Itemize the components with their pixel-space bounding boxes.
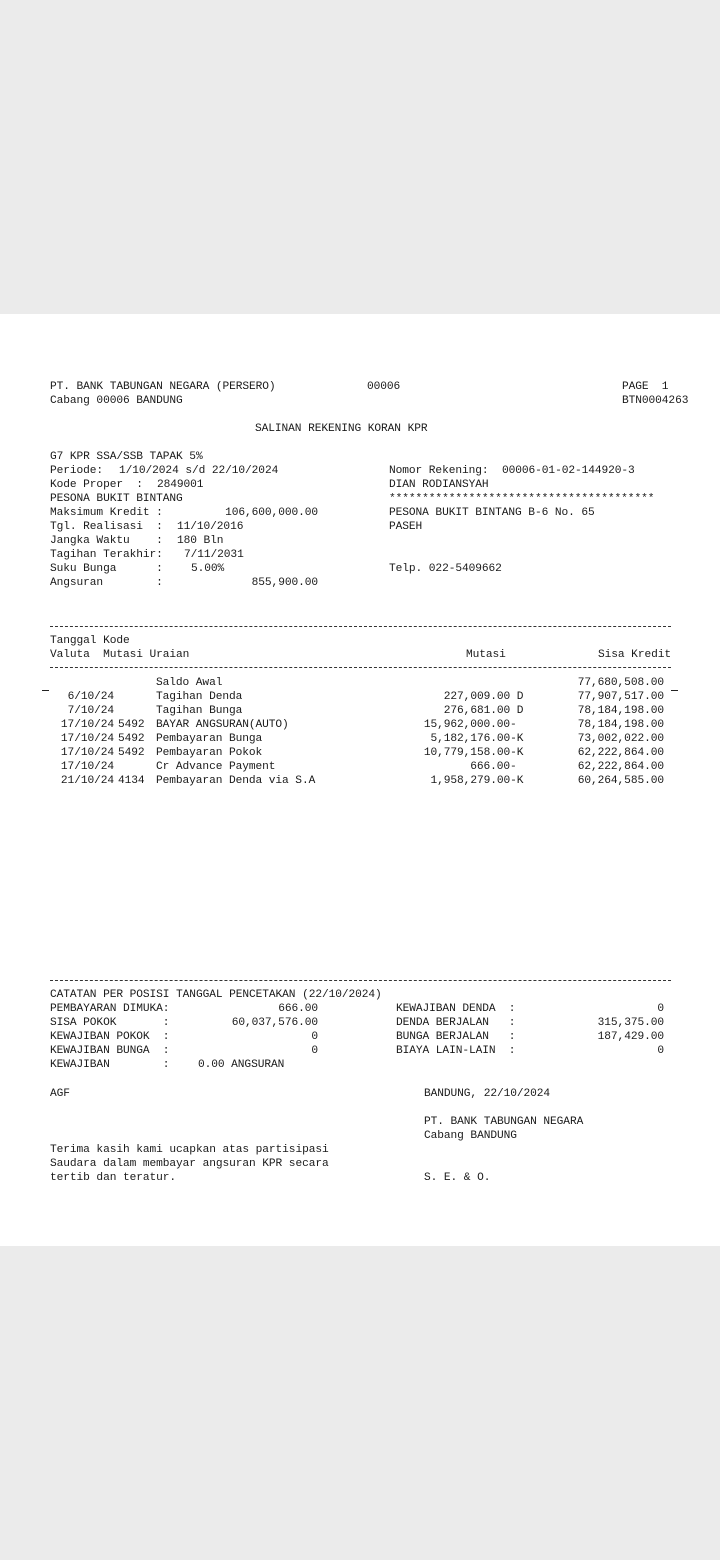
maks-kredit-value: 106,600,000.00	[225, 507, 318, 519]
periode-label: Periode:	[50, 465, 104, 477]
row-mutasi: 666.00-	[470, 761, 517, 773]
row-description: Saldo Awal	[156, 677, 223, 689]
tagihan-terakhir-label: Tagihan Terakhir:	[50, 549, 163, 561]
summary-value: 60,037,576.00	[231, 1017, 318, 1029]
row-sisa-kredit: 78,184,198.00	[577, 719, 664, 731]
angsuran-value: 855,900.00	[251, 577, 318, 589]
summary-value: 666.00	[278, 1003, 318, 1015]
row-sisa-kredit: 73,002,022.00	[577, 733, 664, 745]
row-sisa-kredit: 77,907,517.00	[577, 691, 664, 703]
nomor-rekening-value: 00006-01-02-144920-3	[502, 465, 635, 477]
periode-value: 1/10/2024 s/d 22/10/2024	[119, 465, 279, 477]
thanks-line-3: tertib dan teratur.	[50, 1172, 177, 1184]
row-date: 17/10/24	[60, 719, 114, 731]
summary-label: DENDA BERJALAN :	[396, 1017, 516, 1029]
tgl-realisasi-label: Tgl. Realisasi :	[50, 521, 163, 533]
place-date: BANDUNG, 22/10/2024	[424, 1088, 551, 1100]
row-code: 5492	[118, 733, 145, 745]
row-description: Pembayaran Denda via S.A	[156, 775, 316, 787]
seo-note: S. E. & O.	[424, 1172, 491, 1184]
address-line-1: PESONA BUKIT BINTANG B-6 No. 65	[389, 507, 595, 519]
row-code: 5492	[118, 747, 145, 759]
divider-header	[50, 667, 671, 668]
margin-mark-right	[671, 690, 678, 691]
summary-label: KEWAJIBAN DENDA :	[396, 1003, 516, 1015]
row-sisa-kredit: 62,222,864.00	[577, 761, 664, 773]
footer-branch: Cabang BANDUNG	[424, 1130, 517, 1142]
branch-code: 00006	[367, 381, 401, 393]
thanks-line-2: Saudara dalam membayar angsuran KPR secara	[50, 1158, 329, 1170]
row-description: Tagihan Denda	[156, 691, 243, 703]
row-date: 7/10/24	[67, 705, 114, 717]
kewajiban-value: 0.00 ANGSURAN	[198, 1059, 285, 1071]
footer-bank-name: PT. BANK TABUNGAN NEGARA	[424, 1116, 584, 1128]
masked-line: ****************************************	[389, 493, 655, 505]
row-date: 17/10/24	[60, 733, 114, 745]
branch-name: Cabang 00006 BANDUNG	[50, 395, 183, 407]
row-date: 6/10/24	[67, 691, 114, 703]
kode-proper-value: 2849001	[157, 479, 204, 491]
row-sisa-kredit: 78,184,198.00	[577, 705, 664, 717]
summary-value: 315,375.00	[597, 1017, 664, 1029]
row-mutasi: 15,962,000.00-	[423, 719, 517, 731]
maks-kredit-label: Maksimum Kredit :	[50, 507, 163, 519]
summary-label: PEMBAYARAN DIMUKA:	[50, 1003, 170, 1015]
page-title: SALINAN REKENING KORAN KPR	[255, 423, 428, 435]
row-date: 17/10/24	[60, 761, 114, 773]
row-code: 4134	[118, 775, 145, 787]
column-mutasi: Mutasi	[466, 649, 506, 661]
summary-label: KEWAJIBAN POKOK :	[50, 1031, 170, 1043]
tgl-realisasi-value: 11/10/2016	[177, 521, 244, 533]
initials: AGF	[50, 1088, 70, 1100]
row-code: 5492	[118, 719, 145, 731]
row-sisa-kredit: 77,680,508.00	[577, 677, 664, 689]
row-sisa-kredit: 62,222,864.00	[577, 747, 664, 759]
row-date: 17/10/24	[60, 747, 114, 759]
project-name: PESONA BUKIT BINTANG	[50, 493, 183, 505]
kode-proper-label: Kode Proper :	[50, 479, 143, 491]
nomor-rekening-label: Nomor Rekening:	[389, 465, 489, 477]
statement-page	[0, 314, 720, 1246]
row-description: BAYAR ANGSURAN(AUTO)	[156, 719, 289, 731]
summary-value: 187,429.00	[597, 1031, 664, 1043]
summary-label: KEWAJIBAN BUNGA :	[50, 1045, 170, 1057]
kewajiban-label: KEWAJIBAN :	[50, 1059, 170, 1071]
phone-number: Telp. 022-5409662	[389, 563, 502, 575]
summary-value: 0	[657, 1003, 664, 1015]
row-sisa-kredit: 60,264,585.00	[577, 775, 664, 787]
table-header-line1: Tanggal Kode	[50, 635, 130, 647]
summary-label: BUNGA BERJALAN :	[396, 1031, 516, 1043]
row-mutasi: 1,958,279.00-K	[430, 775, 524, 787]
summary-label: BIAYA LAIN-LAIN :	[396, 1045, 516, 1057]
document-code: BTN0004263	[622, 395, 689, 407]
product-name: G7 KPR SSA/SSB TAPAK 5%	[50, 451, 203, 463]
row-description: Cr Advance Payment	[156, 761, 276, 773]
row-description: Pembayaran Pokok	[156, 747, 263, 759]
angsuran-label: Angsuran :	[50, 577, 163, 589]
summary-value: 0	[657, 1045, 664, 1057]
row-mutasi: 276,681.00 D	[443, 705, 524, 717]
jangka-waktu-value: 180 Bln	[177, 535, 224, 547]
column-sisa-kredit: Sisa Kredit	[598, 649, 671, 661]
summary-value: 0	[311, 1031, 318, 1043]
summary-title: CATATAN PER POSISI TANGGAL PENCETAKAN (22/10/2024)	[50, 989, 382, 1001]
tagihan-terakhir-value: 7/11/2031	[184, 549, 244, 561]
divider-top	[50, 626, 671, 627]
row-mutasi: 5,182,176.00-K	[430, 733, 524, 745]
row-date: 21/10/24	[60, 775, 114, 787]
divider-summary	[50, 980, 671, 981]
summary-value: 0	[311, 1045, 318, 1057]
table-header-line2: Valuta Mutasi Uraian	[50, 649, 190, 661]
page-number: PAGE 1	[622, 381, 669, 393]
jangka-waktu-label: Jangka Waktu :	[50, 535, 163, 547]
suku-bunga-value: 5.00%	[191, 563, 225, 575]
thanks-line-1: Terima kasih kami ucapkan atas partisipasi	[50, 1144, 329, 1156]
summary-label: SISA POKOK :	[50, 1017, 170, 1029]
customer-name: DIAN RODIANSYAH	[389, 479, 489, 491]
suku-bunga-label: Suku Bunga :	[50, 563, 163, 575]
row-description: Pembayaran Bunga	[156, 733, 263, 745]
row-description: Tagihan Bunga	[156, 705, 243, 717]
row-mutasi: 227,009.00 D	[443, 691, 524, 703]
address-line-2: PASEH	[389, 521, 423, 533]
row-mutasi: 10,779,158.00-K	[423, 747, 524, 759]
bank-name: PT. BANK TABUNGAN NEGARA (PERSERO)	[50, 381, 276, 393]
